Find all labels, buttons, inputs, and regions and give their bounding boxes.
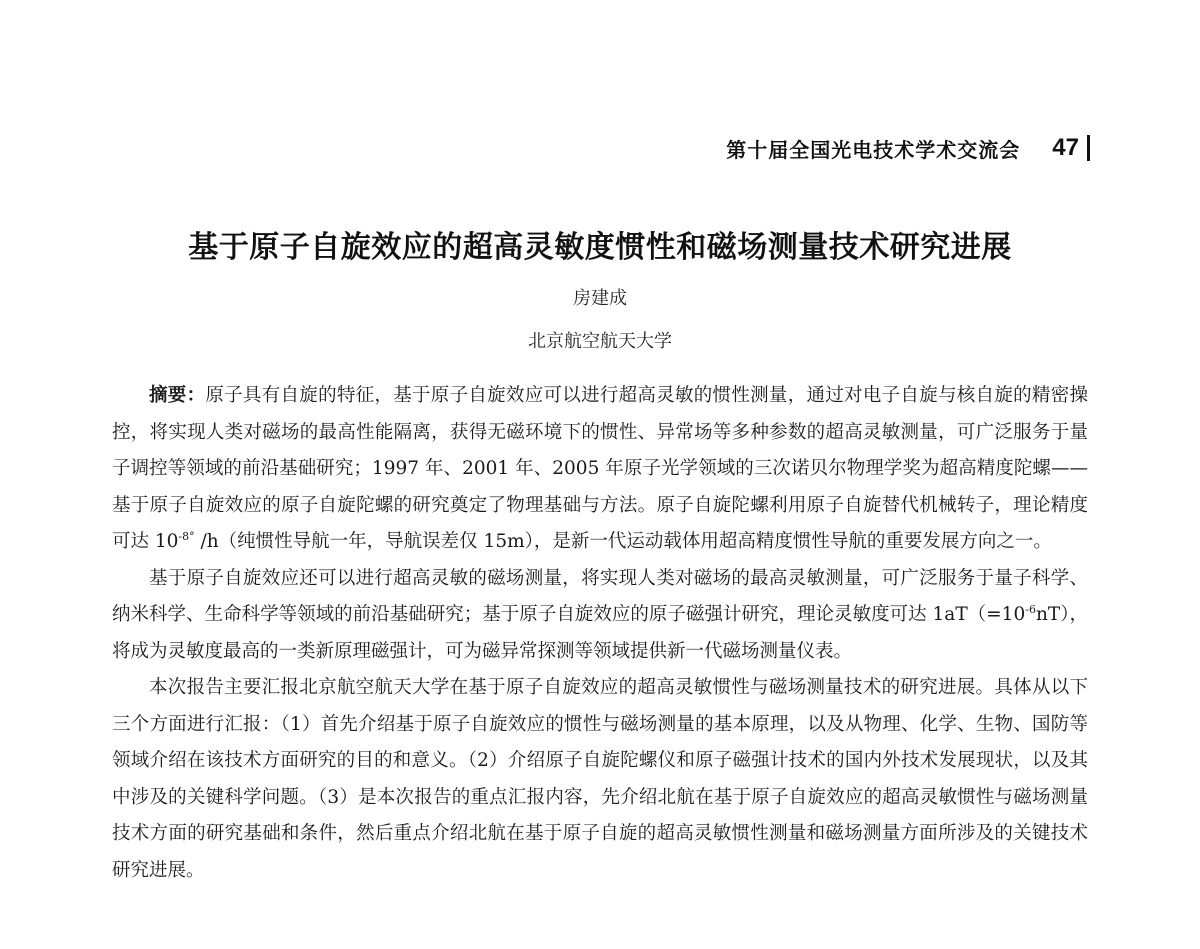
abstract-paragraph-2 [112, 561, 1088, 671]
abstract-paragraph-3: 本次报告主要汇报北京航空航天大学在基于原子自旋效应的超高灵敏惯性与磁场测量技术的研究进展。具体从以下三个方面进行汇报：（1）首先介绍基于原子自旋效应的惯性与磁场测量的基本原理，以及从物理、化学、生物、国防等领域介绍在该技术方面研究的目的和意义。（2）介绍原子自旋陀螺仪和原子磁强计技术的国内外技术发展现状，以及其中涉及的关键科学问题。（3）是本次报告的重点汇报内容，先介绍北航在基于原子自旋效应的超高灵敏惯性与磁场测量技术方面的研究基础和条件，然后重点介绍北航在基于原子自旋的超高灵敏惯性测量和磁场测量方面所涉及的关键技术研究进展。 [112, 677, 1088, 881]
conference-name: 第十届全国光电技术学术交流会 [726, 137, 1021, 162]
paper-title: 基于原子自旋效应的超高灵敏度惯性和磁场测量技术研究进展 [188, 230, 1012, 265]
page-number: 47 [1052, 134, 1079, 161]
paper-author: 房建成 [573, 288, 627, 309]
running-header [726, 133, 1090, 163]
paragraph-2-superscript: -6 [1025, 602, 1036, 616]
abstract-label: 摘要： [149, 385, 206, 406]
header-rule [1087, 135, 1090, 161]
paragraph-1-superscript: -8° [178, 529, 195, 543]
paragraph-2-text-a: 基于原子自旋效应还可以进行超高灵敏的磁场测量，将实现人类对磁场的最高灵敏测量，可广泛服务于量子科学、纳米科学、生命科学等领域的前沿基础研究；基于原子自旋效应的原子磁强计研究，理论灵敏度可达 1aT（=10 [112, 567, 1088, 625]
abstract-body [112, 378, 1088, 889]
paper-affiliation: 北京航空航天大学 [528, 331, 672, 352]
paragraph-1-text-b: /h（纯惯性导航一年，导航误差仅 15m），是新一代运动载体用超高精度惯性导航的重要发展方向之一。 [194, 531, 1052, 552]
paragraph-2-text-b: nT），将成为灵敏度最高的一类新原理磁强计，可为磁异常探测等领域提供新一代磁场测量仪表。 [112, 604, 1088, 662]
abstract-paragraph-1 [112, 378, 1088, 561]
paragraph-1-text-a: 原子具有自旋的特征，基于原子自旋效应可以进行超高灵敏的惯性测量，通过对电子自旋与核自旋的精密操控，将实现人类对磁场的最高性能隔离，获得无磁环境下的惯性、异常场等多种参数的超高灵敏测量，可广泛服务于量子调控等领域的前沿基础研究；1997 年、2001 年、2005 年原子光学领域的三次诺贝尔物理学奖为超高精度陀螺——基于原子自旋效应的原子自旋陀螺的研究奠定了物理基础与方法。原子自旋陀螺利用原子自旋替代机械转子，理论精度可达 10 [112, 385, 1088, 552]
